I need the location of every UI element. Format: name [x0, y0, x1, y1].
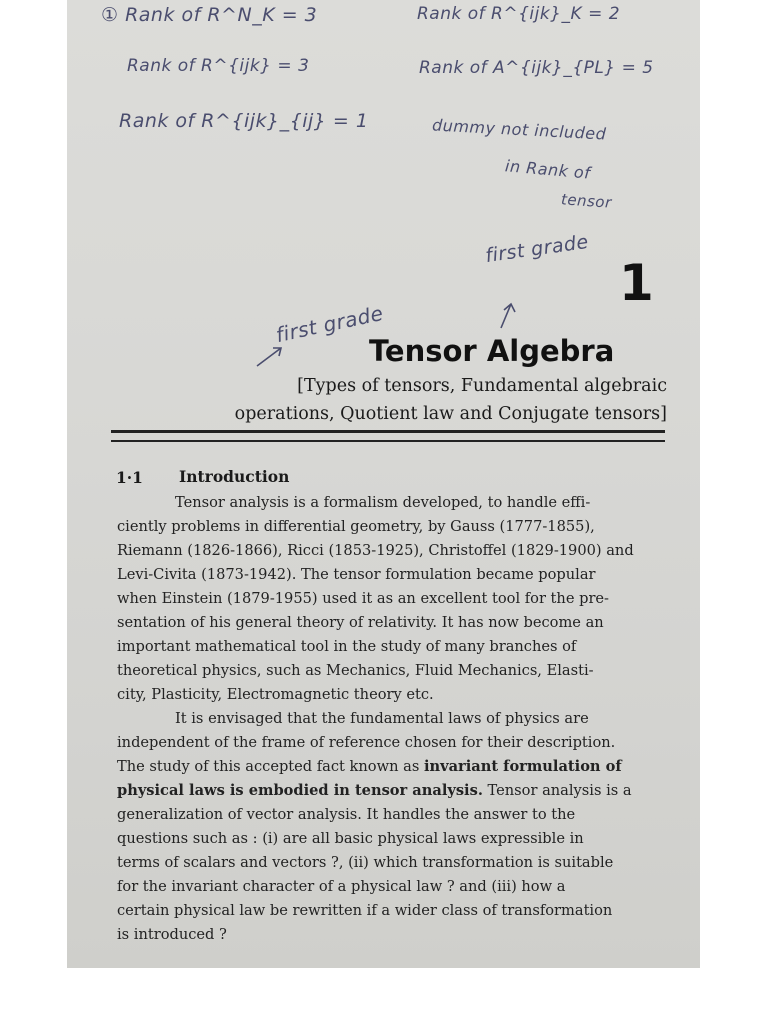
- body-text-line: ciently problems in differential geometry, by Gauss (1777-1855),: [117, 518, 595, 535]
- section-title: Introduction: [179, 467, 290, 486]
- body-text-line: theoretical physics, such as Mechanics, Fluid Mechanics, Elasti-: [117, 662, 594, 679]
- emphasis-text: invariant formulation of: [423, 758, 622, 775]
- body-text-line: for the invariant character of a physical law ? and (iii) how a: [117, 878, 566, 895]
- body-text-line: important mathematical tool in the study of many branches of: [117, 638, 577, 655]
- body-text-line: is introduced ?: [117, 926, 227, 943]
- heading-divider: [111, 430, 665, 433]
- handwritten-note-rank-2: Rank of R^{ijk}_K = 2: [417, 4, 621, 24]
- body-text-line: when Einstein (1879-1955) used it as an excellent tool for the pre-: [117, 590, 609, 607]
- body-text-line: Riemann (1826-1866), Ricci (1853-1925), Christoffel (1829-1900) and: [117, 542, 634, 559]
- body-text-line: sentation of his general theory of relativity. It has now become an: [117, 614, 604, 631]
- handwritten-note-rank-1: ① Rank of R^N_K = 3: [101, 4, 318, 26]
- emphasis-text: physical laws is embodied in tensor analysis.: [117, 782, 483, 799]
- body-text-line: independent of the frame of reference chosen for their description.: [117, 734, 616, 751]
- section-number: 1·1: [116, 468, 143, 487]
- handwritten-note-in-rank: in Rank of: [504, 156, 592, 183]
- body-text-line: [117, 758, 622, 776]
- body-text-line: questions such as : (i) are all basic physical laws expressible in: [117, 830, 584, 847]
- handwritten-note-rank-4: Rank of A^{ijk}_{PL} = 5: [419, 58, 654, 78]
- handwritten-note-rank-5: Rank of R^{ijk}_{ij} = 1: [119, 110, 369, 132]
- handwritten-arrow-icon: [495, 300, 525, 330]
- body-text-line: terms of scalars and vectors ?, (ii) which transformation is suitable: [117, 854, 614, 871]
- body-text-line: generalization of vector analysis. It handles the answer to the: [117, 806, 576, 823]
- body-text-span: The study of this accepted fact known as: [117, 758, 424, 775]
- handwritten-note-rank-3: Rank of R^{ijk} = 3: [127, 56, 310, 76]
- body-text-line: certain physical law be rewritten if a wider class of transformation: [117, 902, 613, 919]
- handwritten-note-tensor: tensor: [560, 190, 613, 212]
- chapter-title: Tensor Algebra: [369, 334, 615, 368]
- chapter-subtitle: [147, 372, 667, 428]
- body-text-line: It is envisaged that the fundamental laws of physics are: [175, 710, 589, 727]
- chapter-subtitle-line: [Types of tensors, Fundamental algebraic: [297, 376, 667, 396]
- body-text-line: city, Plasticity, Electromagnetic theory etc.: [117, 686, 434, 703]
- handwritten-note-first-grade-left: first grade: [273, 300, 386, 348]
- body-text-span: Tensor analysis is a: [482, 782, 632, 799]
- body-text-line: Tensor analysis is a formalism developed, to handle effi-: [175, 494, 591, 511]
- book-page-photo: [67, 0, 700, 968]
- handwritten-note-dummy: dummy not included: [431, 115, 607, 144]
- handwritten-arrow-icon: [255, 344, 285, 368]
- handwritten-note-first-grade-right: first grade: [483, 230, 590, 268]
- body-text-line: Levi-Civita (1873-1942). The tensor formulation became popular: [117, 566, 596, 583]
- chapter-number: 1: [619, 254, 654, 312]
- chapter-subtitle-line: operations, Quotient law and Conjugate tensors]: [234, 404, 667, 424]
- heading-divider: [111, 440, 665, 442]
- body-text-line: [117, 782, 632, 800]
